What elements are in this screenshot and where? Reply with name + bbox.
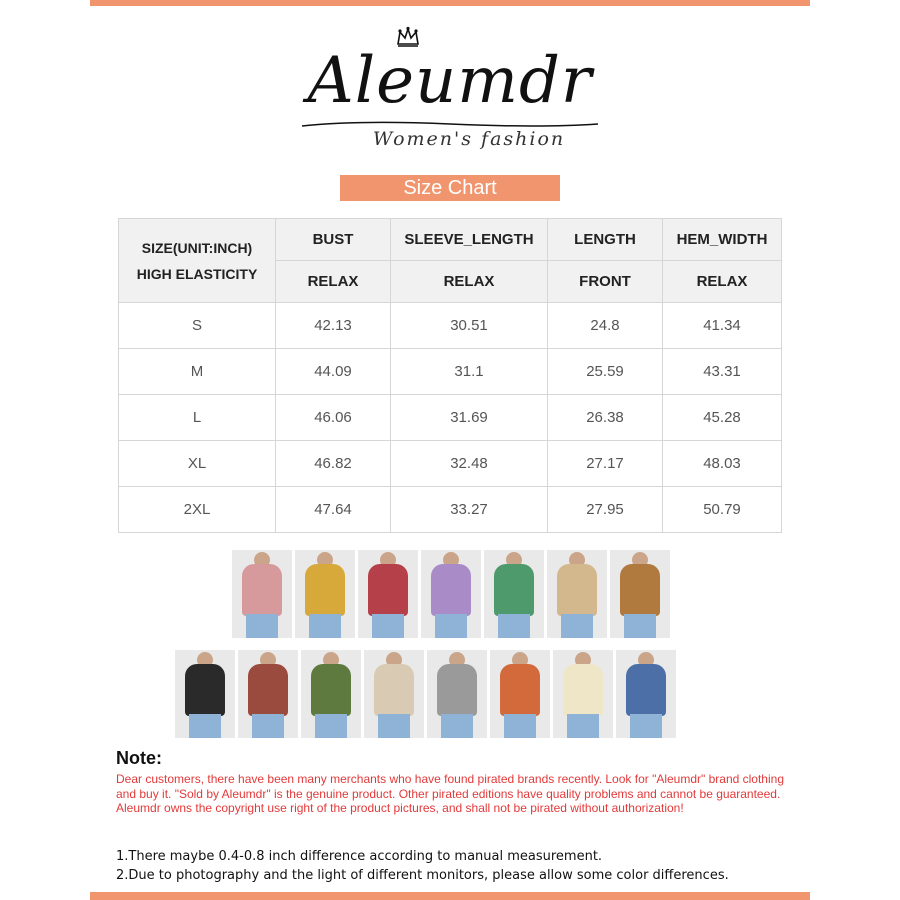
color-swatch [301, 650, 361, 738]
cell-bust: 42.13 [276, 303, 391, 349]
note-title: Note: [116, 748, 162, 768]
subheader-hem-width: RELAX [663, 261, 782, 303]
cell-sleeve-length: 31.1 [391, 349, 548, 395]
color-swatch [175, 650, 235, 738]
cell-bust: 47.64 [276, 487, 391, 533]
header-sleeve-length: SLEEVE_LENGTH [391, 219, 548, 261]
color-swatch [232, 550, 292, 638]
cell-length: 27.17 [548, 441, 663, 487]
cell-sleeve-length: 33.27 [391, 487, 548, 533]
cell-sleeve-length: 31.69 [391, 395, 548, 441]
subheader-sleeve-length: RELAX [391, 261, 548, 303]
cell-size: M [119, 349, 276, 395]
cell-hem-width: 43.31 [663, 349, 782, 395]
color-swatch [421, 550, 481, 638]
size-chart-table [118, 218, 782, 533]
color-swatch [610, 550, 670, 638]
cell-bust: 46.06 [276, 395, 391, 441]
color-swatch [490, 650, 550, 738]
header-length: LENGTH [548, 219, 663, 261]
color-swatch [616, 650, 676, 738]
cell-hem-width: 41.34 [663, 303, 782, 349]
top-accent-bar [90, 0, 810, 6]
table-row [119, 349, 782, 395]
size-chart-banner: Size Chart [340, 175, 560, 201]
cell-size: S [119, 303, 276, 349]
color-swatch [295, 550, 355, 638]
cell-hem-width: 48.03 [663, 441, 782, 487]
brand-tagline: Women's fashion [372, 128, 566, 150]
subheader-bust: RELAX [276, 261, 391, 303]
color-swatch [553, 650, 613, 738]
table-row [119, 487, 782, 533]
note-warning: Dear customers, there have been many merchants who have found pirated brands recently. Look for "Aleumdr" brand clothing and buy it. "Sold by Aleumdr" is the genuine product. Other pirated editions have quality problems and cannot be guaranteed. Aleumdr owns the copyright use right of the product pictures, and shall not be pirated without authorization! [116, 772, 784, 815]
cell-length: 25.59 [548, 349, 663, 395]
subheader-length: FRONT [548, 261, 663, 303]
color-swatch [484, 550, 544, 638]
cell-bust: 44.09 [276, 349, 391, 395]
table-row [119, 395, 782, 441]
cell-length: 27.95 [548, 487, 663, 533]
table-row [119, 303, 782, 349]
color-swatch [358, 550, 418, 638]
color-swatch-row-2 [175, 650, 676, 738]
color-swatch [547, 550, 607, 638]
cell-size: XL [119, 441, 276, 487]
bottom-accent-bar [90, 892, 810, 900]
cell-length: 24.8 [548, 303, 663, 349]
header-hem-width: HEM_WIDTH [663, 219, 782, 261]
brand-logo [300, 26, 600, 156]
cell-size: L [119, 395, 276, 441]
color-swatch [238, 650, 298, 738]
cell-size: 2XL [119, 487, 276, 533]
table-row [119, 441, 782, 487]
note-line-2: 2.Due to photography and the light of different monitors, please allow some color differences. [116, 868, 729, 883]
color-swatch [427, 650, 487, 738]
cell-hem-width: 50.79 [663, 487, 782, 533]
header-size: SIZE(UNIT:INCH) HIGH ELASTICITY [119, 219, 276, 303]
cell-length: 26.38 [548, 395, 663, 441]
cell-bust: 46.82 [276, 441, 391, 487]
cell-sleeve-length: 30.51 [391, 303, 548, 349]
brand-name: Aleumdr [307, 44, 593, 118]
cell-sleeve-length: 32.48 [391, 441, 548, 487]
color-swatch-row-1 [232, 550, 670, 638]
color-swatch [364, 650, 424, 738]
note-line-1: 1.There maybe 0.4-0.8 inch difference according to manual measurement. [116, 849, 603, 864]
cell-hem-width: 45.28 [663, 395, 782, 441]
header-bust: BUST [276, 219, 391, 261]
